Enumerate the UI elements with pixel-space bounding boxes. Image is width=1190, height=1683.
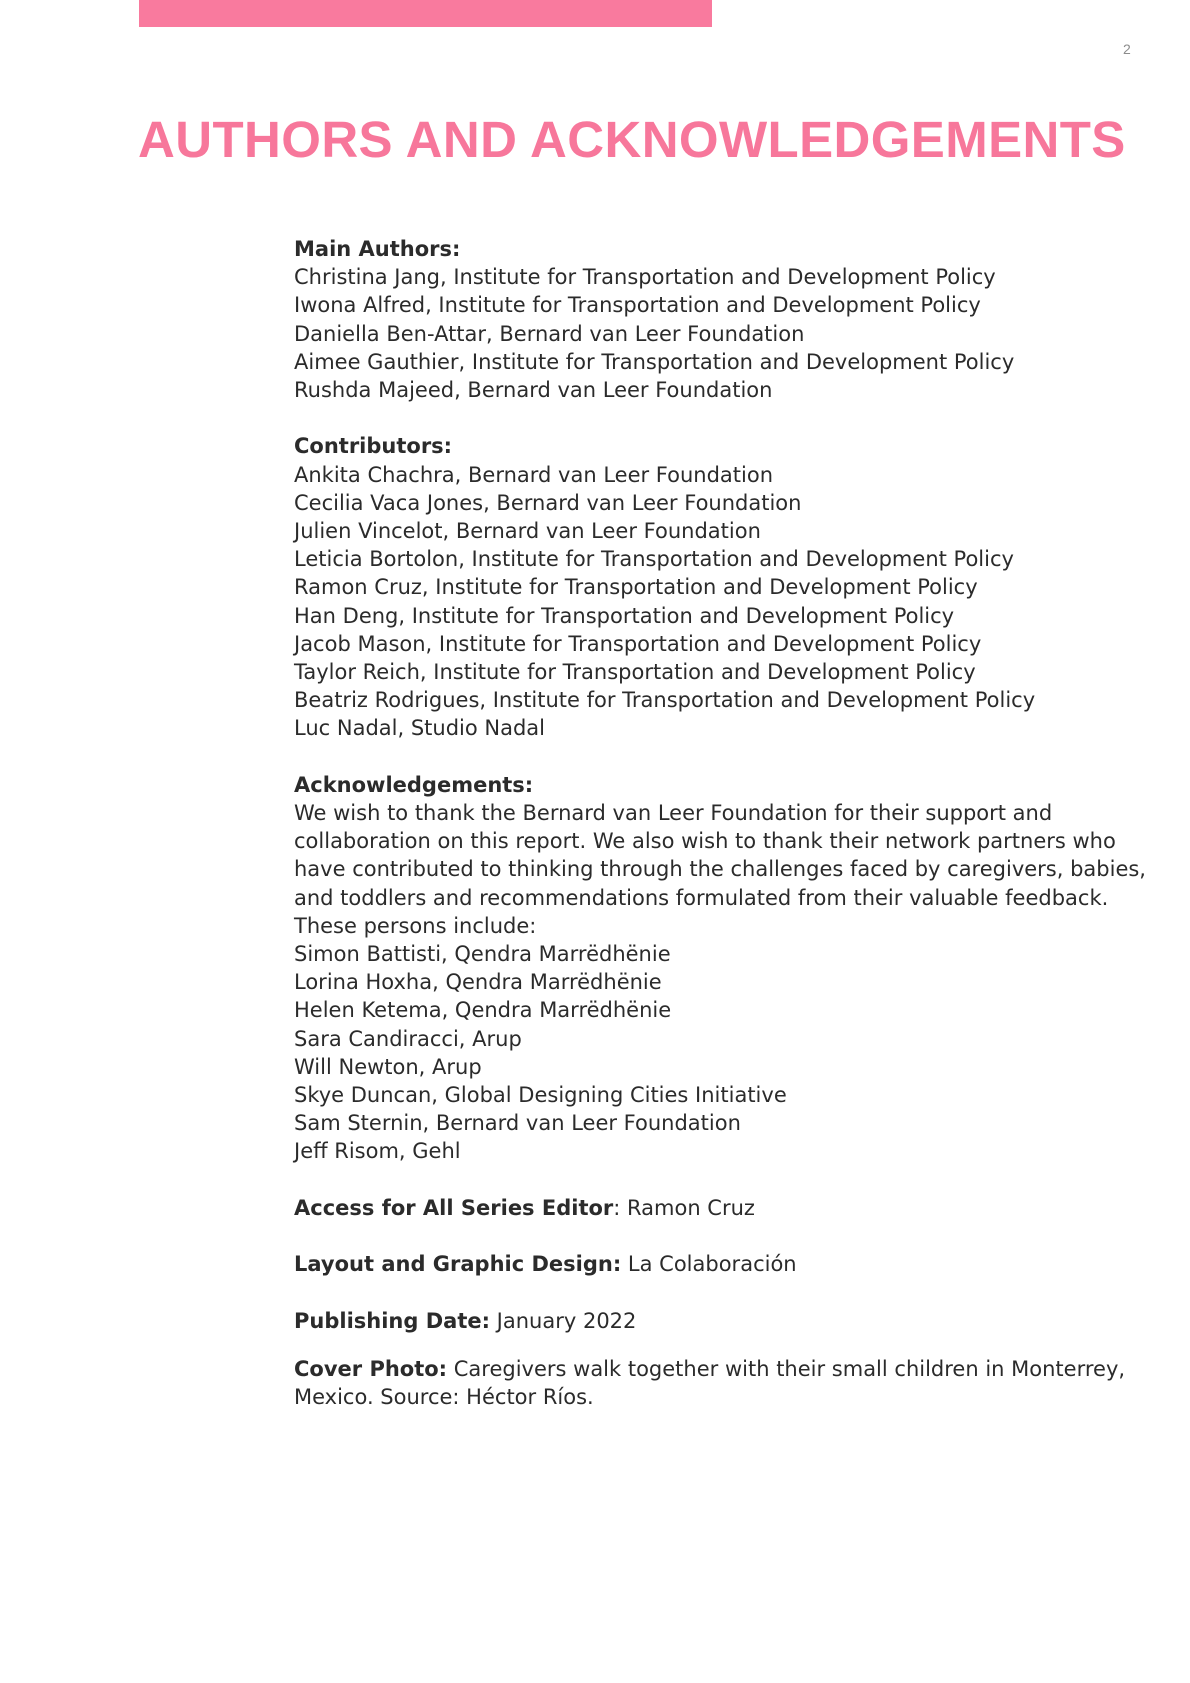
cover-photo-label: Cover Photo:	[294, 1356, 448, 1381]
contributor-line: Julien Vincelot, Bernard van Leer Foundation	[294, 519, 761, 544]
contributor-line: Ankita Chachra, Bernard van Leer Foundation	[294, 462, 774, 487]
acknowledged-person-line: Will Newton, Arup	[294, 1054, 482, 1079]
acknowledgements-section	[294, 771, 1146, 1166]
acknowledged-person-line: Skye Duncan, Global Designing Cities Initiative	[294, 1083, 787, 1108]
contributor-line: Luc Nadal, Studio Nadal	[294, 716, 545, 741]
author-line: Daniella Ben-Attar, Bernard van Leer Foundation	[294, 321, 805, 346]
series-editor-credit	[294, 1194, 1134, 1222]
author-line: Christina Jang, Institute for Transportation and Development Policy	[294, 265, 996, 290]
contributor-line: Taylor Reich, Institute for Transportation and Development Policy	[294, 660, 976, 685]
cover-photo-line	[294, 1355, 1134, 1383]
header-accent-bar	[139, 0, 712, 27]
acknowledged-person-line: Simon Battisti, Qendra Marrëdhënie	[294, 942, 671, 967]
acknowledgements-heading: Acknowledgements:	[294, 772, 534, 797]
page-number: 2	[1123, 41, 1132, 57]
acknowledged-person-line: Jeff Risom, Gehl	[294, 1139, 461, 1164]
series-editor-label: Access for All Series Editor	[294, 1195, 614, 1220]
contributor-line: Beatriz Rodrigues, Institute for Transportation and Development Policy	[294, 688, 1036, 713]
design-credit	[294, 1250, 1134, 1278]
acknowledgements-paragraph-line: We wish to thank the Bernard van Leer Foundation for their support and	[294, 801, 1053, 826]
main-authors-section	[294, 235, 1134, 404]
acknowledged-person-line: Sam Sternin, Bernard van Leer Foundation	[294, 1111, 741, 1136]
acknowledgements-paragraph-line: have contributed to thinking through the challenges faced by caregivers, babies,	[294, 857, 1146, 882]
author-line: Rushda Majeed, Bernard van Leer Foundation	[294, 378, 773, 403]
acknowledged-person-line: Helen Ketema, Qendra Marrëdhënie	[294, 998, 672, 1023]
author-line: Aimee Gauthier, Institute for Transportation and Development Policy	[294, 349, 1015, 374]
page-title: AUTHORS AND ACKNOWLEDGEMENTS	[138, 111, 1126, 168]
publishing-date-value: January 2022	[490, 1308, 637, 1333]
design-value: La Colaboración	[621, 1252, 797, 1277]
acknowledgements-paragraph-line: These persons include:	[294, 913, 537, 938]
document-body	[294, 235, 1146, 1411]
publishing-date-credit	[294, 1307, 1134, 1335]
contributors-heading: Contributors:	[294, 434, 453, 459]
main-authors-heading: Main Authors:	[294, 237, 461, 261]
publishing-date-line	[294, 1307, 1134, 1335]
series-editor-value: : Ramon Cruz	[613, 1195, 755, 1220]
cover-photo-value: Caregivers walk together with their small children in Monterrey,	[447, 1356, 1126, 1381]
design-label: Layout and Graphic Design:	[294, 1252, 622, 1277]
acknowledged-person-line: Lorina Hoxha, Qendra Marrëdhënie	[294, 970, 662, 995]
contributor-line: Ramon Cruz, Institute for Transportation and Development Policy	[294, 575, 978, 600]
cover-photo-credit	[294, 1355, 1134, 1411]
design-line	[294, 1250, 1134, 1278]
author-line: Iwona Alfred, Institute for Transportation and Development Policy	[294, 293, 981, 318]
acknowledged-person-line: Sara Candiracci, Arup	[294, 1026, 522, 1051]
contributor-line: Jacob Mason, Institute for Transportation and Development Policy	[294, 631, 982, 656]
contributor-line: Leticia Bortolon, Institute for Transportation and Development Policy	[294, 547, 1014, 572]
cover-photo-line-2: Mexico. Source: Héctor Ríos.	[294, 1385, 594, 1410]
acknowledgements-paragraph-line: collaboration on this report. We also wish to thank their network partners who	[294, 829, 1116, 854]
series-editor-line	[294, 1194, 1134, 1222]
contributor-line: Han Deng, Institute for Transportation and Development Policy	[294, 603, 955, 628]
contributors-section	[294, 432, 1134, 742]
publishing-date-label: Publishing Date:	[294, 1308, 490, 1333]
contributor-line: Cecilia Vaca Jones, Bernard van Leer Foundation	[294, 490, 802, 515]
acknowledgements-paragraph-line: and toddlers and recommendations formulated from their valuable feedback.	[294, 885, 1109, 910]
